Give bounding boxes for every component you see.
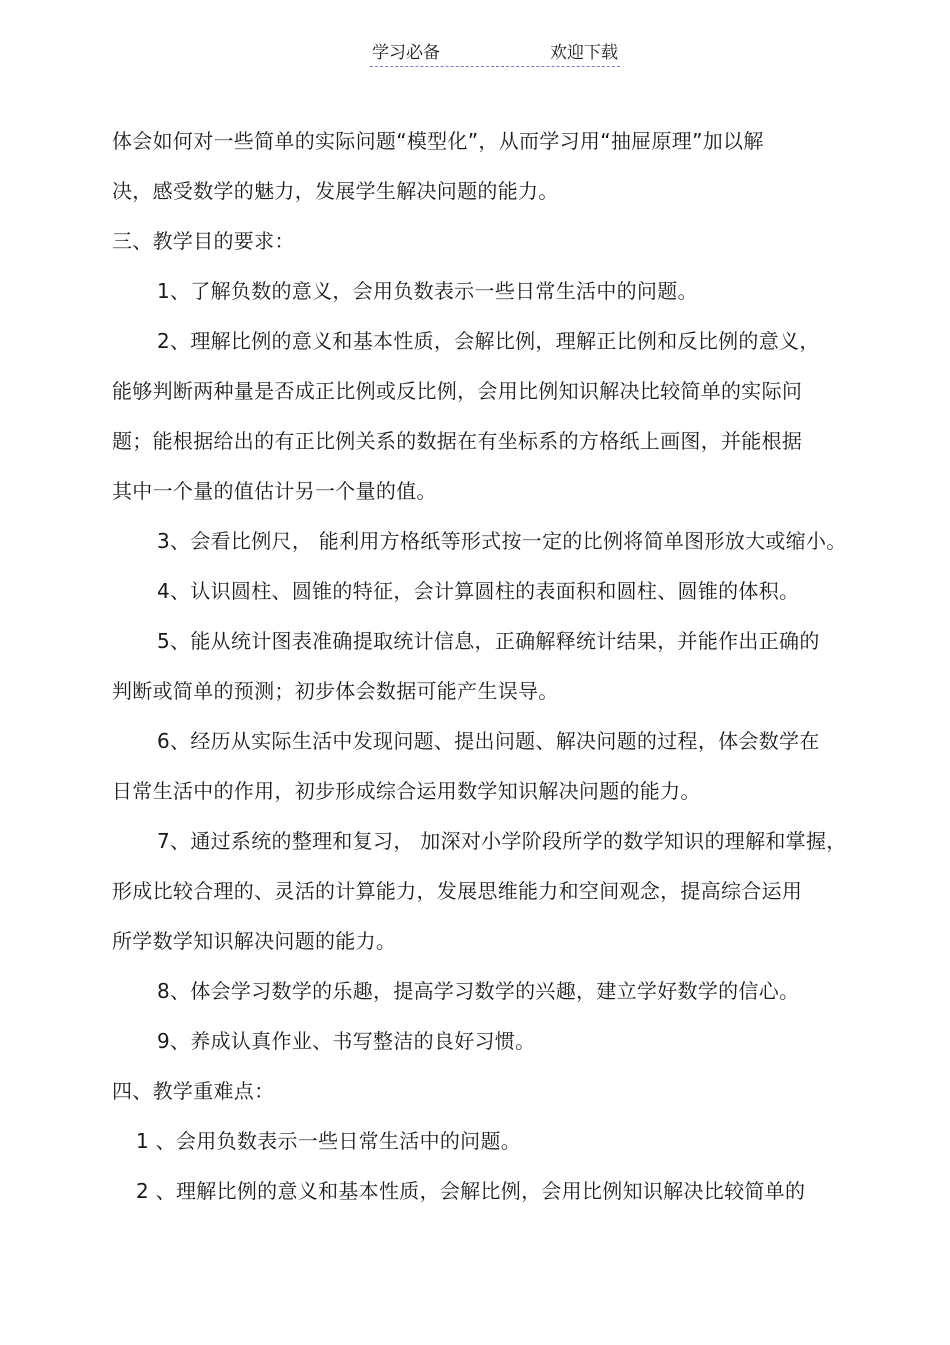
section-heading: 四、教学重难点：	[112, 1079, 275, 1103]
list-item: 2 、理解比例的意义和基本性质，会解比例，会用比例知识解决比较简单的	[136, 1179, 806, 1203]
paragraph-line: 体会如何对一些简单的实际问题“模型化”，从而学习用“抽屉原理”加以解	[112, 129, 764, 153]
page-header	[370, 40, 620, 67]
header-left-text: 学习必备	[372, 43, 440, 63]
list-item: 7、通过系统的整理和复习， 加深对小学阶段所学的数学知识的理解和掌握，	[157, 829, 847, 853]
paragraph-line: 所学数学知识解决问题的能力。	[112, 929, 397, 953]
list-item: 1 、会用负数表示一些日常生活中的问题。	[136, 1129, 522, 1153]
list-item: 1、了解负数的意义，会用负数表示一些日常生活中的问题。	[157, 279, 698, 303]
section-heading: 三、教学目的要求：	[112, 229, 295, 253]
paragraph-line: 题；能根据给出的有正比例关系的数据在有坐标系的方格纸上画图，并能根据	[112, 429, 803, 453]
paragraph-line: 判断或简单的预测；初步体会数据可能产生误导。	[112, 679, 559, 703]
paragraph-line: 能够判断两种量是否成正比例或反比例，会用比例知识解决比较简单的实际问	[112, 379, 803, 403]
list-item: 5、能从统计图表准确提取统计信息，正确解释统计结果，并能作出正确的	[157, 629, 820, 653]
header-right-text: 欢迎下载	[550, 43, 618, 63]
paragraph-line: 形成比较合理的、灵活的计算能力，发展思维能力和空间观念，提高综合运用	[112, 879, 803, 903]
list-item: 6、经历从实际生活中发现问题、提出问题、解决问题的过程，体会数学在	[157, 729, 820, 753]
list-item: 8、体会学习数学的乐趣，提高学习数学的兴趣，建立学好数学的信心。	[157, 979, 800, 1003]
list-item: 9、养成认真作业、书写整洁的良好习惯。	[157, 1029, 536, 1053]
paragraph-line: 其中一个量的值估计另一个量的值。	[112, 479, 437, 503]
list-item: 2、理解比例的意义和基本性质，会解比例，理解正比例和反比例的意义，	[157, 329, 820, 353]
paragraph-line: 决，感受数学的魅力，发展学生解决问题的能力。	[112, 179, 559, 203]
list-item: 3、会看比例尺， 能利用方格纸等形式按一定的比例将简单图形放大或缩小。	[157, 529, 847, 553]
list-item: 4、认识圆柱、圆锥的特征，会计算圆柱的表面积和圆柱、圆锥的体积。	[157, 579, 800, 603]
paragraph-line: 日常生活中的作用，初步形成综合运用数学知识解决问题的能力。	[112, 779, 701, 803]
